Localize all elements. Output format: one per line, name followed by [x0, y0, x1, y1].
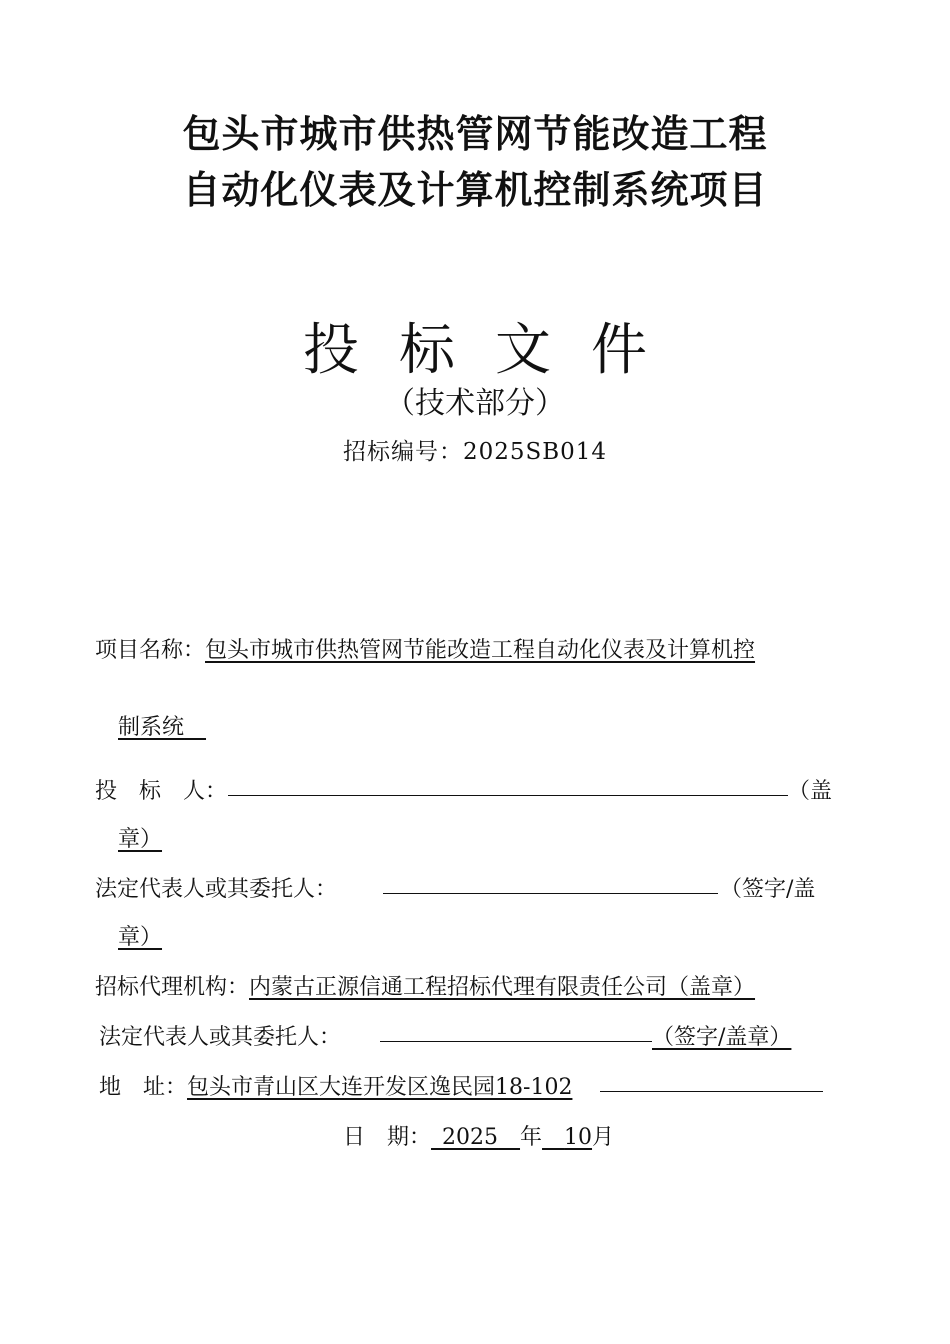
address-row [99, 1070, 572, 1101]
date-year: 2025 [442, 1125, 499, 1150]
legal-rep-signature-line [383, 873, 718, 894]
legal-rep-sign-note-1: （签字/盖 [720, 877, 816, 902]
agency-value: 内蒙古正源信通工程招标代理有限责任公司（盖章） [249, 975, 756, 1000]
agency-rep-label: 法定代表人或其委托人： [99, 1025, 342, 1050]
project-name-value-line2: 制系统 [118, 715, 185, 740]
agency-rep-sign-note: （签字/盖章） [652, 1025, 792, 1050]
bidder-seal-note-2: 章） [118, 827, 163, 852]
project-name-value-line1: 包头市城市供热管网节能改造工程自动化仪表及计算机控 [205, 638, 756, 663]
legal-rep-label: 法定代表人或其委托人： [95, 877, 338, 902]
address-value: 包头市青山区大连开发区逸民园18-102 [187, 1075, 573, 1100]
address-line-extension [600, 1071, 823, 1092]
bidder-seal-note-1: （盖 [788, 779, 833, 804]
agency-rep-row [99, 1020, 341, 1051]
agency-rep-signature-line [380, 1021, 652, 1042]
legal-rep-sign-note-2: 章） [118, 925, 163, 950]
bidder-signature-line [228, 775, 788, 796]
document-part-subtitle: （技术部分） [385, 386, 565, 421]
agency-label: 招标代理机构： [95, 975, 250, 1000]
date-row [343, 1120, 614, 1151]
project-name-continuation [118, 710, 206, 741]
bidder-row [95, 774, 227, 805]
agency-row [95, 970, 755, 1001]
bid-number: 招标编号：2025SB014 [342, 439, 608, 465]
document-title-line-2: 自动化仪表及计算机控制系统项目 [182, 168, 768, 212]
legal-rep-row [95, 872, 337, 903]
date-month-unit: 月 [592, 1125, 615, 1150]
date-year-unit: 年 [520, 1125, 543, 1150]
project-name-label: 项目名称： [95, 638, 206, 663]
bidder-label: 投 标 人： [95, 779, 228, 804]
document-type-heading: 投标文件 [303, 318, 687, 383]
date-label: 日 期： [343, 1125, 432, 1150]
address-label: 地 址： [99, 1075, 188, 1100]
project-name-row [95, 633, 755, 664]
date-month: 10 [564, 1125, 593, 1150]
document-title-line-1: 包头市城市供热管网节能改造工程 [182, 112, 768, 156]
